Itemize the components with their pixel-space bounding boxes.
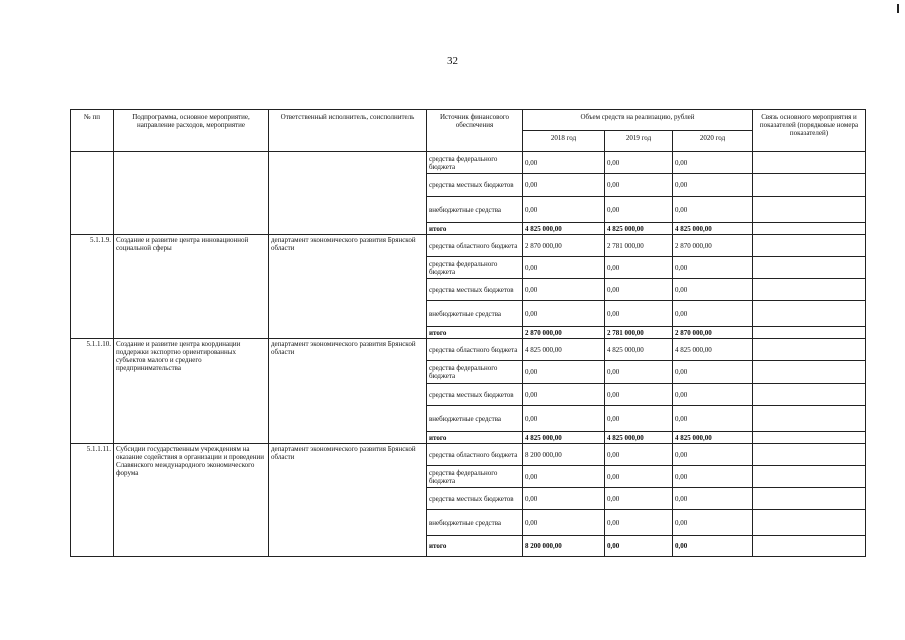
cell-2019: 0,00 — [605, 301, 673, 327]
cell-2018: 0,00 — [523, 466, 605, 488]
cell-2018: 0,00 — [523, 257, 605, 279]
table-row — [71, 444, 866, 466]
cell-indicator-link — [753, 301, 866, 327]
cell-2018: 4 825 000,00 — [523, 339, 605, 361]
cell-item-number: 5.1.1.11. — [71, 444, 114, 557]
cell-2018: 0,00 — [523, 361, 605, 384]
table-body — [71, 152, 866, 557]
cell-2020: 4 825 000,00 — [673, 432, 753, 444]
cell-2019: 0,00 — [605, 466, 673, 488]
cell-source: средства федерального бюджета — [427, 466, 523, 488]
header-amount: Объем средств на реализацию, рублей — [523, 110, 753, 131]
cell-2019: 0,00 — [605, 174, 673, 197]
cell-indicator-link — [753, 432, 866, 444]
cell-source: итого — [427, 536, 523, 557]
cell-2020: 2 870 000,00 — [673, 327, 753, 339]
cell-source: внебюджетные средства — [427, 406, 523, 432]
cell-indicator-link — [753, 406, 866, 432]
table-header — [71, 110, 866, 152]
cell-indicator-link — [753, 279, 866, 301]
cell-2018: 0,00 — [523, 510, 605, 536]
cell-2018: 8 200 000,00 — [523, 444, 605, 466]
cell-2019: 0,00 — [605, 279, 673, 301]
cell-2020: 0,00 — [673, 510, 753, 536]
cell-indicator-link — [753, 510, 866, 536]
cell-2020: 0,00 — [673, 257, 753, 279]
cell-2020: 0,00 — [673, 197, 753, 223]
cell-source: средства областного бюджета — [427, 235, 523, 257]
cell-2018: 2 870 000,00 — [523, 235, 605, 257]
cell-source: средства федерального бюджета — [427, 152, 523, 174]
cell-2019: 4 825 000,00 — [605, 339, 673, 361]
cell-item-number: 5.1.1.9. — [71, 235, 114, 339]
cell-indicator-link — [753, 339, 866, 361]
cell-2020: 0,00 — [673, 152, 753, 174]
cell-2018: 0,00 — [523, 301, 605, 327]
cell-2018: 4 825 000,00 — [523, 223, 605, 235]
cell-source: итого — [427, 223, 523, 235]
cell-2018: 0,00 — [523, 406, 605, 432]
cell-2020: 0,00 — [673, 384, 753, 406]
cell-2019: 0,00 — [605, 197, 673, 223]
cell-2020: 0,00 — [673, 301, 753, 327]
cell-source: средства областного бюджета — [427, 339, 523, 361]
cell-2020: 4 825 000,00 — [673, 223, 753, 235]
cell-2019: 0,00 — [605, 536, 673, 557]
header-source: Источник финансового обеспечения — [427, 110, 523, 152]
table-row — [71, 152, 866, 174]
cell-2018: 0,00 — [523, 488, 605, 510]
cell-2020: 0,00 — [673, 536, 753, 557]
cell-source: средства местных бюджетов — [427, 488, 523, 510]
budget-table — [70, 109, 866, 557]
cell-2019: 2 781 000,00 — [605, 235, 673, 257]
cell-2018: 0,00 — [523, 174, 605, 197]
cell-2019: 0,00 — [605, 406, 673, 432]
cell-2020: 4 825 000,00 — [673, 339, 753, 361]
cell-executor: департамент экономического развития Брянской области — [269, 444, 427, 557]
cell-program-name: Субсидии государственным учреждениям на оказание содействия в организации и проведении Славянского международного экономического форума — [114, 444, 269, 557]
header-year-2019: 2019 год — [605, 131, 673, 152]
cell-program-name: Создание и развитие центра координации поддержки экспортно ориентированных субъектов малого и среднего предпринимательства — [114, 339, 269, 444]
cell-2020: 0,00 — [673, 444, 753, 466]
cell-2018: 2 870 000,00 — [523, 327, 605, 339]
cell-2018: 4 825 000,00 — [523, 432, 605, 444]
cell-2019: 4 825 000,00 — [605, 432, 673, 444]
cell-2019: 0,00 — [605, 444, 673, 466]
cell-2019: 0,00 — [605, 361, 673, 384]
cell-2018: 0,00 — [523, 152, 605, 174]
cell-indicator-link — [753, 536, 866, 557]
cell-2020: 0,00 — [673, 488, 753, 510]
cell-2018: 0,00 — [523, 279, 605, 301]
cell-source: средства федерального бюджета — [427, 361, 523, 384]
cell-2019: 0,00 — [605, 488, 673, 510]
cell-source: средства местных бюджетов — [427, 279, 523, 301]
cell-2020: 0,00 — [673, 406, 753, 432]
cell-program-name — [114, 152, 269, 235]
cell-indicator-link — [753, 197, 866, 223]
table-row — [71, 235, 866, 257]
cell-indicator-link — [753, 444, 866, 466]
cell-2020: 0,00 — [673, 279, 753, 301]
cell-2019: 0,00 — [605, 152, 673, 174]
cell-2019: 4 825 000,00 — [605, 223, 673, 235]
table-row — [71, 339, 866, 361]
cell-program-name: Создание и развитие центра инновационной социальной сферы — [114, 235, 269, 339]
cell-indicator-link — [753, 257, 866, 279]
cell-source: итого — [427, 327, 523, 339]
cell-source: средства областного бюджета — [427, 444, 523, 466]
cell-executor — [269, 152, 427, 235]
cell-source: внебюджетные средства — [427, 301, 523, 327]
cell-source: внебюджетные средства — [427, 197, 523, 223]
page-number: 32 — [447, 55, 458, 67]
cell-2020: 0,00 — [673, 174, 753, 197]
header-no: № пп — [71, 110, 114, 152]
scan-edge-mark — [897, 4, 899, 13]
cell-indicator-link — [753, 235, 866, 257]
cell-2018: 8 200 000,00 — [523, 536, 605, 557]
cell-source: средства федерального бюджета — [427, 257, 523, 279]
cell-2019: 0,00 — [605, 510, 673, 536]
cell-2019: 0,00 — [605, 257, 673, 279]
cell-2020: 2 870 000,00 — [673, 235, 753, 257]
header-year-2018: 2018 год — [523, 131, 605, 152]
cell-2018: 0,00 — [523, 384, 605, 406]
cell-executor: департамент экономического развития Брянской области — [269, 339, 427, 444]
header-executor: Ответственный исполнитель, соисполнитель — [269, 110, 427, 152]
cell-indicator-link — [753, 327, 866, 339]
cell-indicator-link — [753, 223, 866, 235]
cell-item-number: 5.1.1.10. — [71, 339, 114, 444]
cell-2018: 0,00 — [523, 197, 605, 223]
header-program: Подпрограмма, основное мероприятие, направление расходов, мероприятие — [114, 110, 269, 152]
cell-source: средства местных бюджетов — [427, 384, 523, 406]
cell-2019: 0,00 — [605, 384, 673, 406]
cell-source: внебюджетные средства — [427, 510, 523, 536]
cell-indicator-link — [753, 174, 866, 197]
cell-source: итого — [427, 432, 523, 444]
header-link: Связь основного мероприятия и показателей (порядковые номера показателей) — [753, 110, 866, 152]
header-year-2020: 2020 год — [673, 131, 753, 152]
cell-indicator-link — [753, 152, 866, 174]
cell-source: средства местных бюджетов — [427, 174, 523, 197]
cell-indicator-link — [753, 361, 866, 384]
cell-indicator-link — [753, 466, 866, 488]
cell-indicator-link — [753, 384, 866, 406]
cell-indicator-link — [753, 488, 866, 510]
cell-item-number — [71, 152, 114, 235]
cell-2020: 0,00 — [673, 466, 753, 488]
cell-executor: департамент экономического развития Брянской области — [269, 235, 427, 339]
cell-2020: 0,00 — [673, 361, 753, 384]
cell-2019: 2 781 000,00 — [605, 327, 673, 339]
